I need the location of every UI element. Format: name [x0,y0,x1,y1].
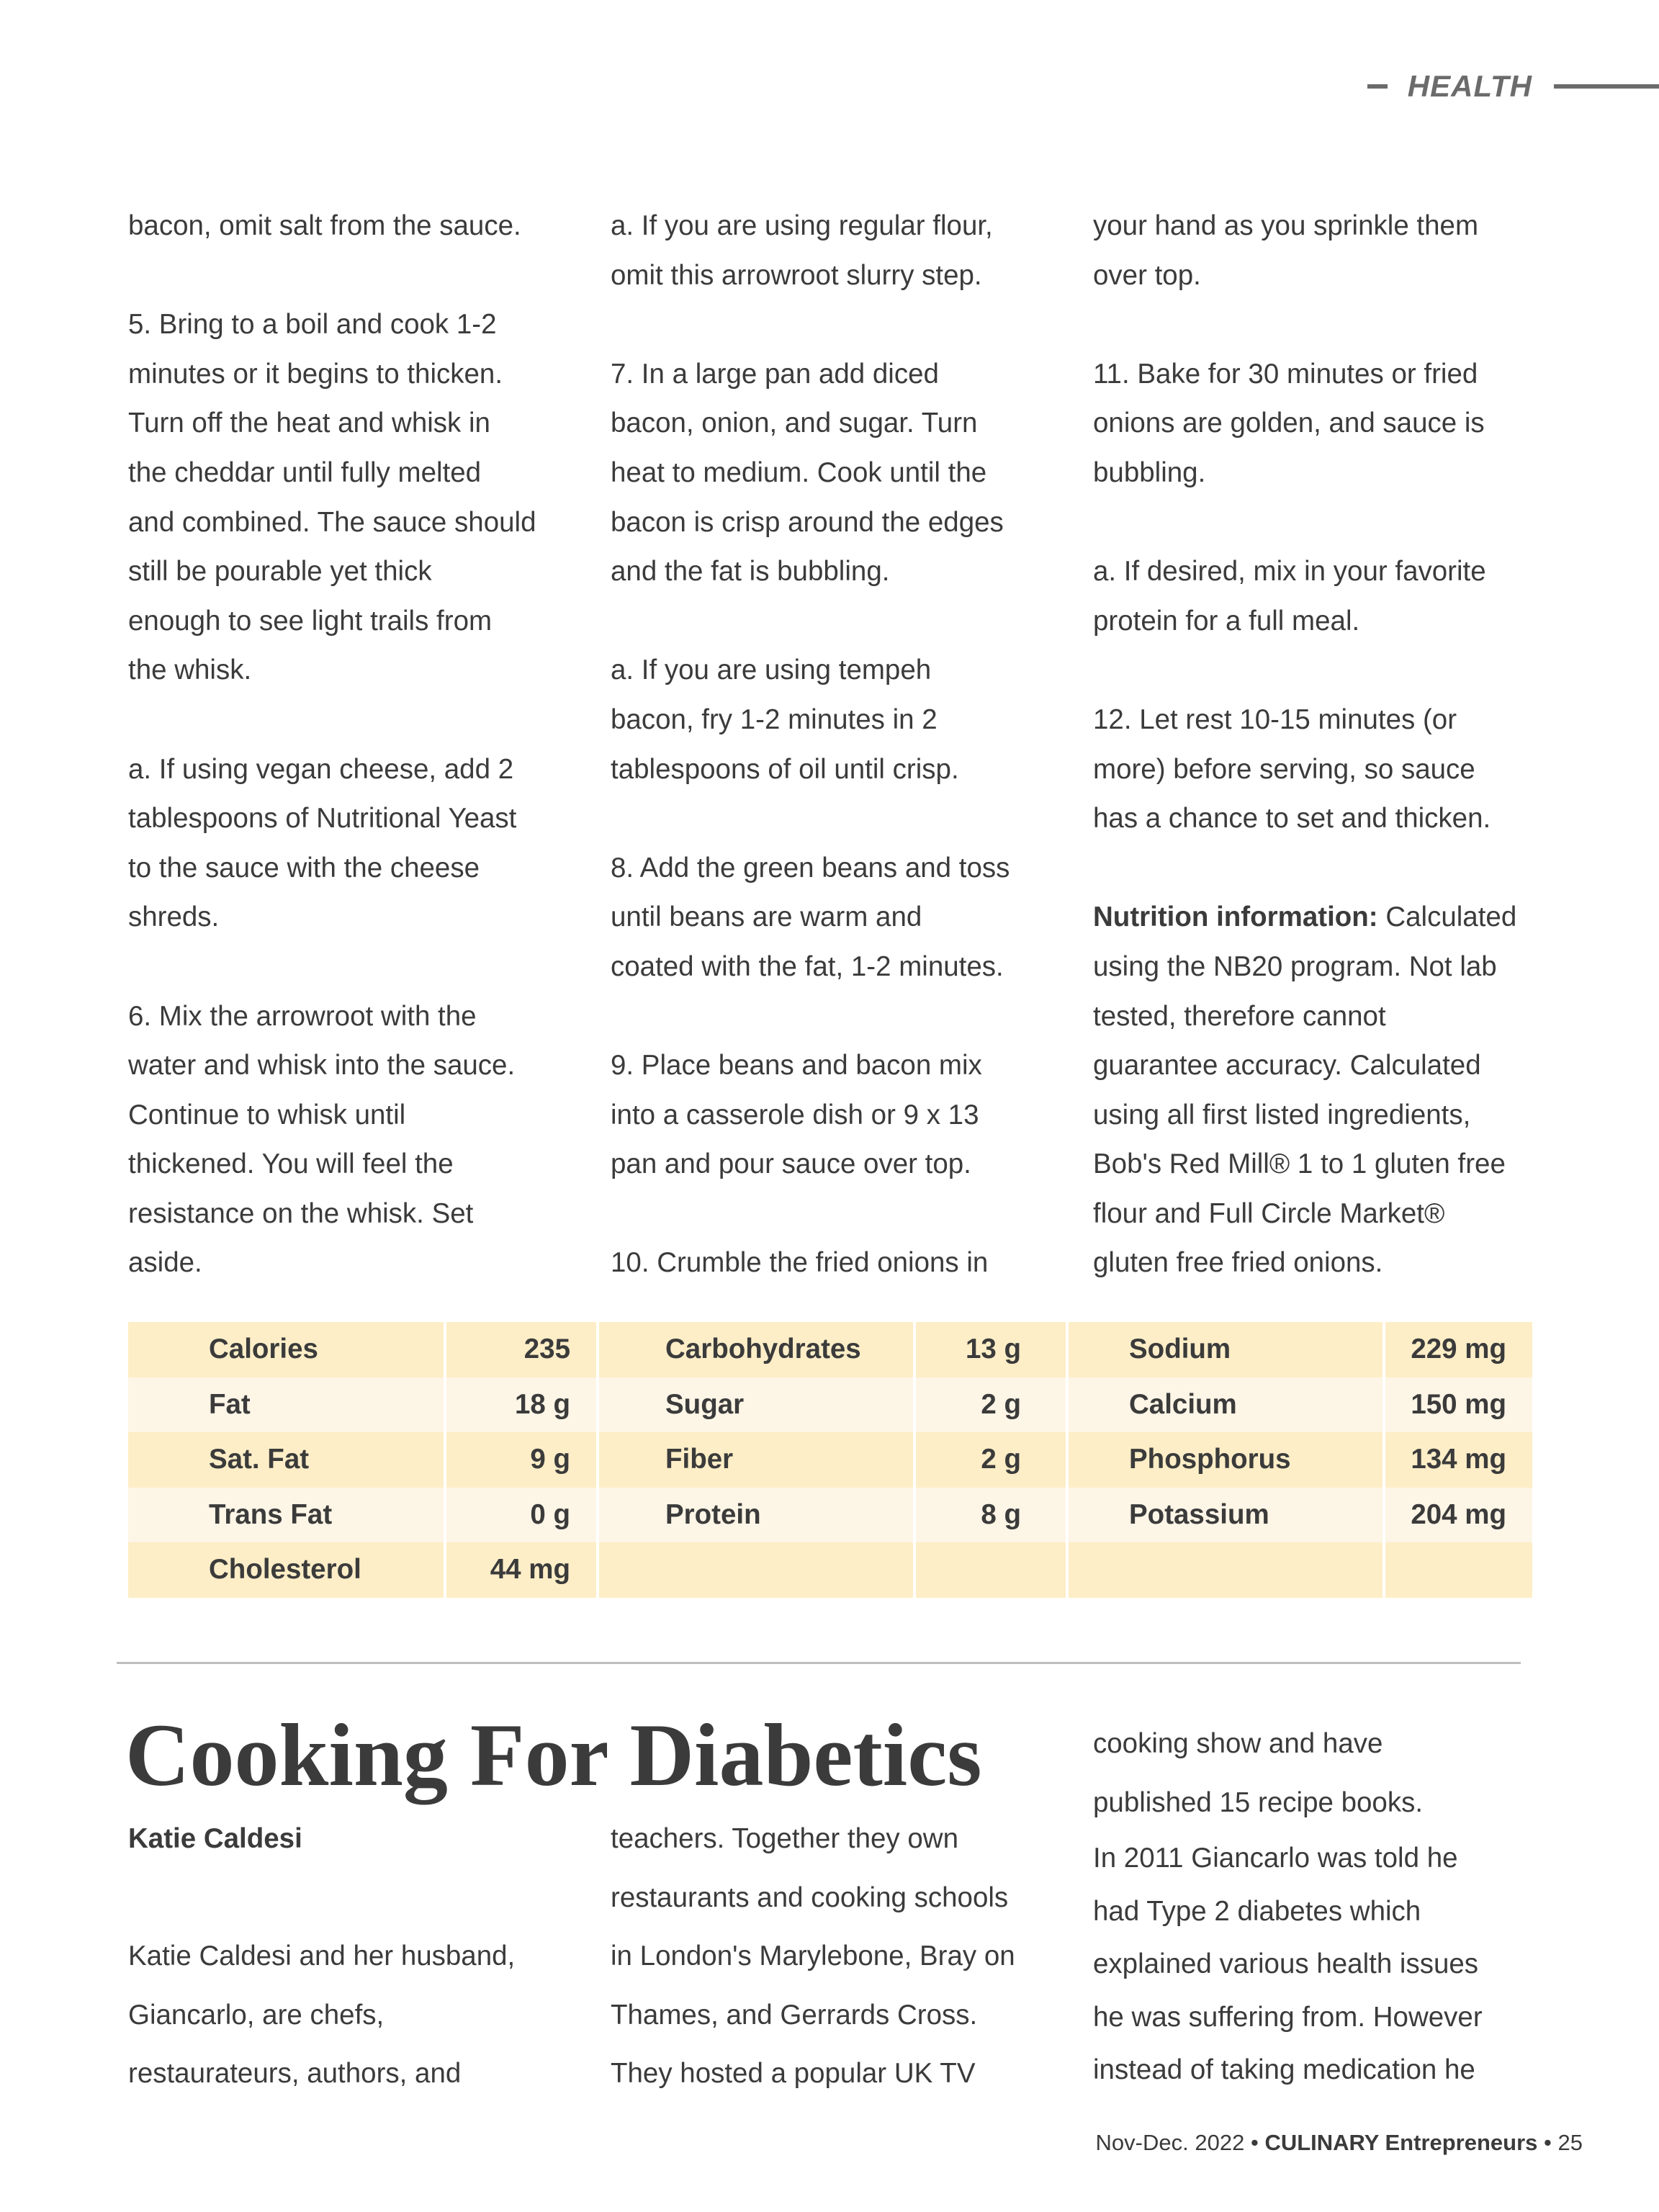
bullet-separator: • [1544,2130,1552,2155]
nutrition-table [128,1322,1532,1598]
nutrient-value: 204 mg [1384,1488,1532,1543]
page-number: 25 [1557,2130,1583,2155]
nutrient-value [914,1542,1067,1598]
paragraph: teachers. Together they own restaurants and cooking schools in London's Marylebone, Bray on Thames, and Gerrards Cross. They hosted a popular UK TV [611,1823,1015,2090]
nutrient-name: Trans Fat [128,1488,445,1543]
table-row [128,1432,1532,1488]
paragraph: a. If you are using regular flour, omit this arrowroot slurry step. [611,210,993,291]
nutrient-value: 44 mg [445,1542,598,1598]
paragraph: cooking show and have published 15 recipe books. [1093,1728,1424,1818]
nutrient-name [598,1542,914,1598]
nutrient-name: Protein [598,1488,914,1543]
page-footer [1096,2130,1583,2156]
nutrition-note [1093,893,1554,1288]
nutrient-name: Sugar [598,1377,914,1433]
paragraph: 10. Crumble the fried onions in [611,1247,989,1279]
paragraph: your hand as you sprinkle them over top. [1093,210,1479,291]
paragraph: a. If desired, mix in your favorite protein for a full meal. [1093,556,1486,637]
nutrient-name: Calories [128,1322,445,1377]
nutrient-value: 9 g [445,1432,598,1488]
nutrition-note-text: Calculated using the NB20 program. Not lab tested, therefore cannot guarantee accuracy. Calculated using all first listed ingredients, Bob's Red Mill® 1 to 1 gluten free flour and Full Circle Market® gluten free fried onions. [1093,902,1517,1279]
table-row [128,1488,1532,1543]
magazine-name: CULINARY Entrepreneurs [1264,2130,1538,2155]
paragraph: 7. In a large pan add diced bacon, onion, and sugar. Turn heat to medium. Cook until the bacon is crisp around the edges and the fat is bubbling. [611,358,1004,588]
bullet-separator: • [1250,2130,1259,2155]
section-tag [1367,66,1659,107]
article-column-3 [1093,1714,1554,2097]
nutrient-name: Carbohydrates [598,1322,914,1377]
article-column-1 [128,1927,589,2103]
nutrient-value: 0 g [445,1488,598,1543]
section-divider [117,1662,1521,1664]
nutrient-value: 134 mg [1384,1432,1532,1488]
issue-date: Nov-Dec. 2022 [1095,2130,1245,2155]
paragraph: 12. Let rest 10-15 minutes (or more) before serving, so sauce has a chance to set and thicken. [1093,703,1491,835]
paragraph: 5. Bring to a boil and cook 1-2 minutes or it begins to thicken. Turn off the heat and whisk in the cheddar until fully melted and combined. The sauce should still be pourable yet thick enough to see light trails from the whisk. [128,309,536,686]
nutrient-name: Sodium [1067,1322,1384,1377]
paragraph: 11. Bake for 30 minutes or fried onions are golden, and sauce is bubbling. [1093,358,1485,488]
table-row [128,1377,1532,1433]
article-author: Katie Caldesi [128,1823,302,1854]
nutrient-value: 13 g [914,1322,1067,1377]
nutrient-name: Calcium [1067,1377,1384,1433]
nutrient-name: Fiber [598,1432,914,1488]
paragraph: Katie Caldesi and her husband, Giancarlo, are chefs, restaurateurs, authors, and [128,1941,516,2090]
paragraph: 9. Place beans and bacon mix into a casserole dish or 9 x 13 pan and pour sauce over top. [611,1050,982,1180]
nutrient-value: 229 mg [1384,1322,1532,1377]
nutrient-value: 8 g [914,1488,1067,1543]
nutrition-note-label: Nutrition information: [1093,902,1378,933]
nutrient-value: 235 [445,1322,598,1377]
nutrient-name: Sat. Fat [128,1432,445,1488]
nutrient-name: Phosphorus [1067,1432,1384,1488]
paragraph: 8. Add the green beans and toss until beans are warm and coated with the fat, 1-2 minutes. [611,852,1010,982]
section-dash [1367,84,1388,89]
nutrient-value [1384,1542,1532,1598]
section-label: HEALTH [1407,69,1532,103]
paragraph: In 2011 Giancarlo was told he had Type 2 diabetes which explained various health issues he was suffering from. However instead of taking medication he [1093,1843,1483,2086]
nutrient-name: Fat [128,1377,445,1433]
nutrient-name: Cholesterol [128,1542,445,1598]
nutrient-value: 2 g [914,1432,1067,1488]
article-title: Cooking For Diabetics [125,1706,982,1804]
recipe-column-2 [611,202,1071,1288]
article-column-2 [611,1809,1071,2103]
table-row [128,1322,1532,1377]
paragraph: a. If you are using tempeh bacon, fry 1-2 minutes in 2 tablespoons of oil until crisp. [611,655,959,785]
section-rule [1554,84,1659,89]
paragraph: 6. Mix the arrowroot with the water and whisk into the sauce. Continue to whisk until thickened. You will feel the resistance on the whisk. Set aside. [128,1000,516,1279]
nutrient-name [1067,1542,1384,1598]
paragraph: a. If using vegan cheese, add 2 tablespoons of Nutritional Yeast to the sauce with the cheese shreds. [128,753,517,933]
paragraph: bacon, omit salt from the sauce. [128,210,521,241]
nutrient-value: 150 mg [1384,1377,1532,1433]
nutrient-value: 18 g [445,1377,598,1433]
nutrient-value: 2 g [914,1377,1067,1433]
nutrient-name: Potassium [1067,1488,1384,1543]
table-row [128,1542,1532,1598]
recipe-column-1 [128,202,589,1288]
recipe-column-3 [1093,202,1554,1288]
